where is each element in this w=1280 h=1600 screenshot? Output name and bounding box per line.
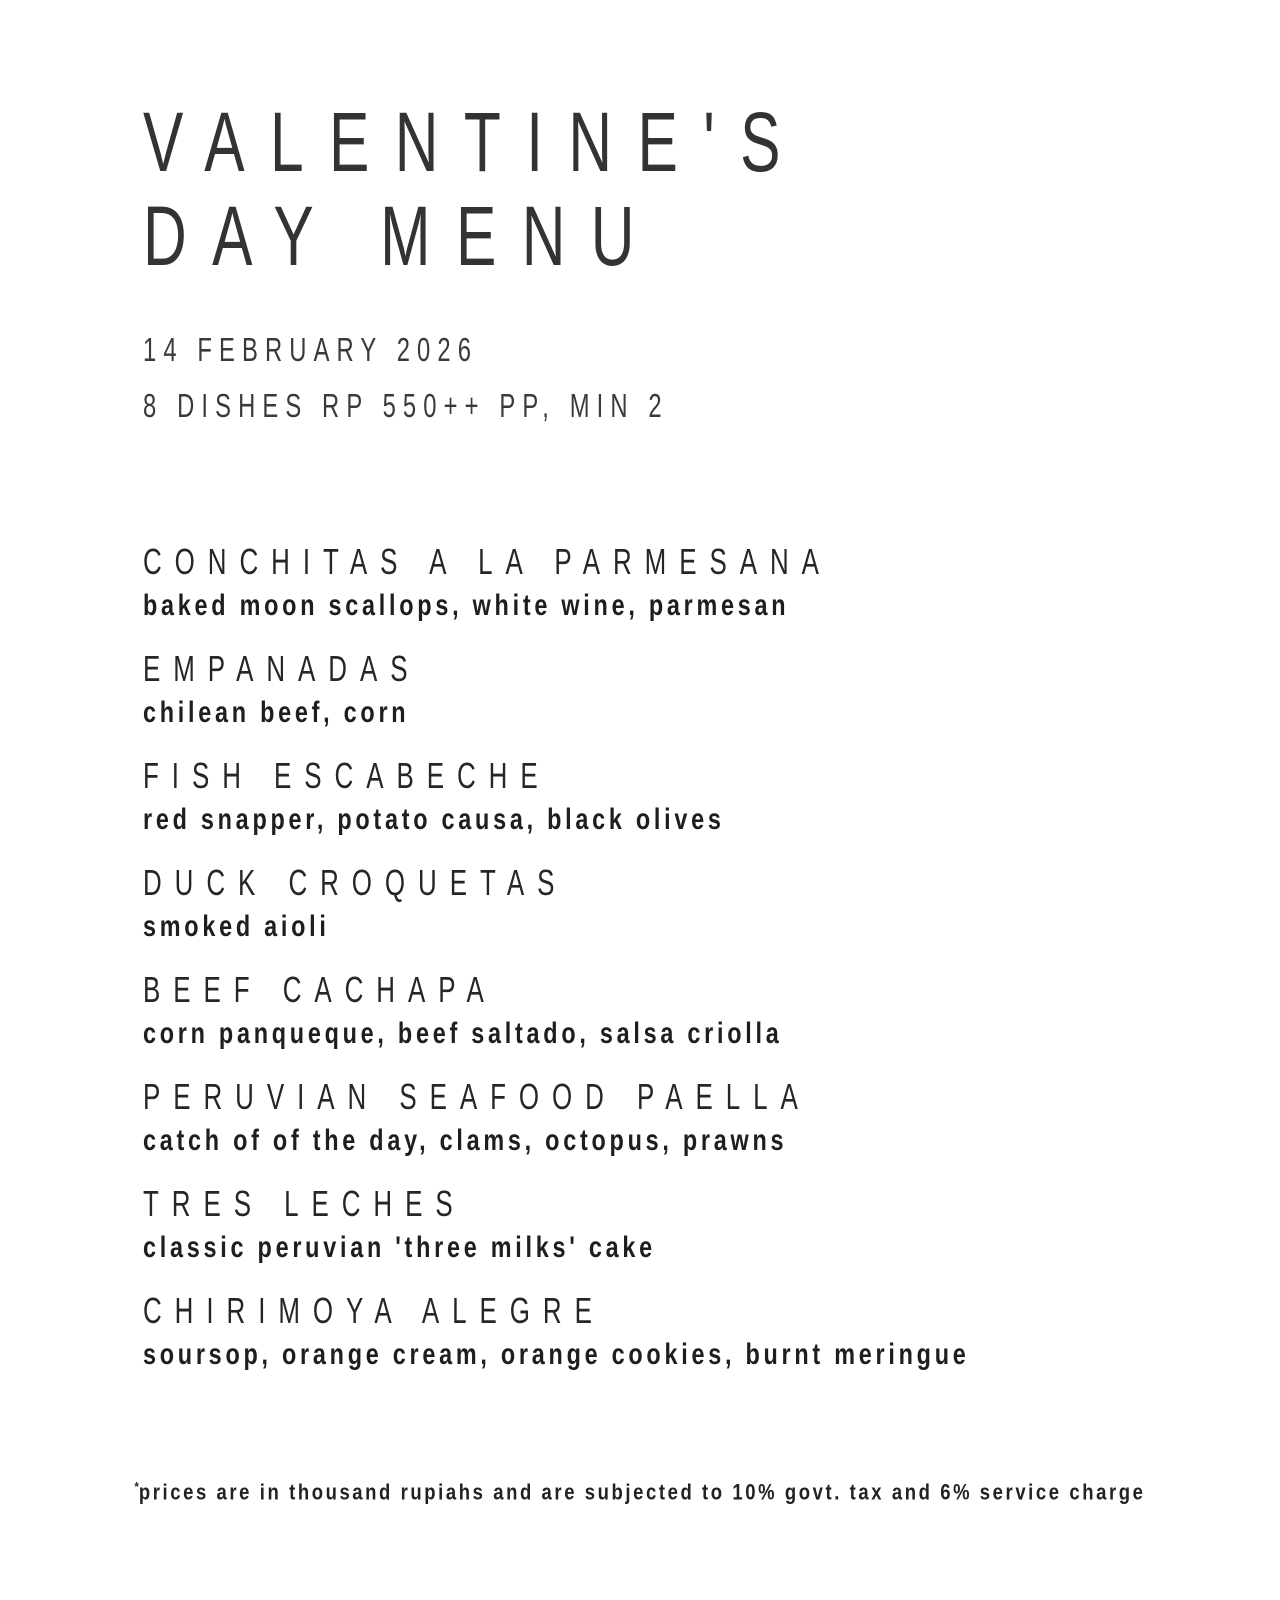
menu-list <box>143 541 1240 1372</box>
menu-item <box>143 1076 1240 1158</box>
dish-description: chilean beef, corn <box>143 696 410 730</box>
menu-item <box>143 541 1240 623</box>
footnote-asterisk: * <box>134 1478 139 1494</box>
dish-description: corn panqueque, beef saltado, salsa criolla <box>143 1017 783 1051</box>
page-title <box>143 95 933 283</box>
dish-name: TRES LECHES <box>143 1183 466 1225</box>
menu-offer: 8 DISHES RP 550++ PP, MIN 2 <box>143 387 669 425</box>
menu-item <box>143 755 1240 837</box>
dish-name: PERUVIAN SEAFOOD PAELLA <box>143 1076 811 1118</box>
dish-description: catch of of the day, clams, octopus, prawns <box>143 1124 788 1158</box>
dish-description: baked moon scallops, white wine, parmesan <box>143 589 790 623</box>
dish-description: classic peruvian 'three milks' cake <box>143 1231 656 1265</box>
title-line-2: DAY MENU <box>143 189 660 284</box>
title-line-1: VALENTINE'S <box>143 95 806 189</box>
dish-name: FISH ESCABECHE <box>143 755 551 797</box>
footnote-text: prices are in thousand rupiahs and are subjected to 10% govt. tax and 6% service charge <box>138 1479 1146 1504</box>
menu-item <box>143 862 1240 944</box>
menu-item <box>143 1290 1240 1372</box>
dish-name: CHIRIMOYA ALEGRE <box>143 1290 605 1332</box>
dish-name: CONCHITAS A LA PARMESANA <box>143 541 832 583</box>
dish-name: EMPANADAS <box>143 648 421 690</box>
dish-name: DUCK CROQUETAS <box>143 862 568 904</box>
price-disclaimer <box>102 1479 1177 1505</box>
menu-item <box>143 1183 1240 1265</box>
dish-name: BEEF CACHAPA <box>143 969 497 1011</box>
dish-description: smoked aioli <box>143 910 330 944</box>
menu-date: 14 FEBRUARY 2026 <box>143 331 479 369</box>
menu-item <box>143 648 1240 730</box>
dish-description: soursop, orange cream, orange cookies, burnt meringue <box>143 1338 970 1372</box>
dish-description: red snapper, potato causa, black olives <box>143 803 725 837</box>
menu-item <box>143 969 1240 1051</box>
